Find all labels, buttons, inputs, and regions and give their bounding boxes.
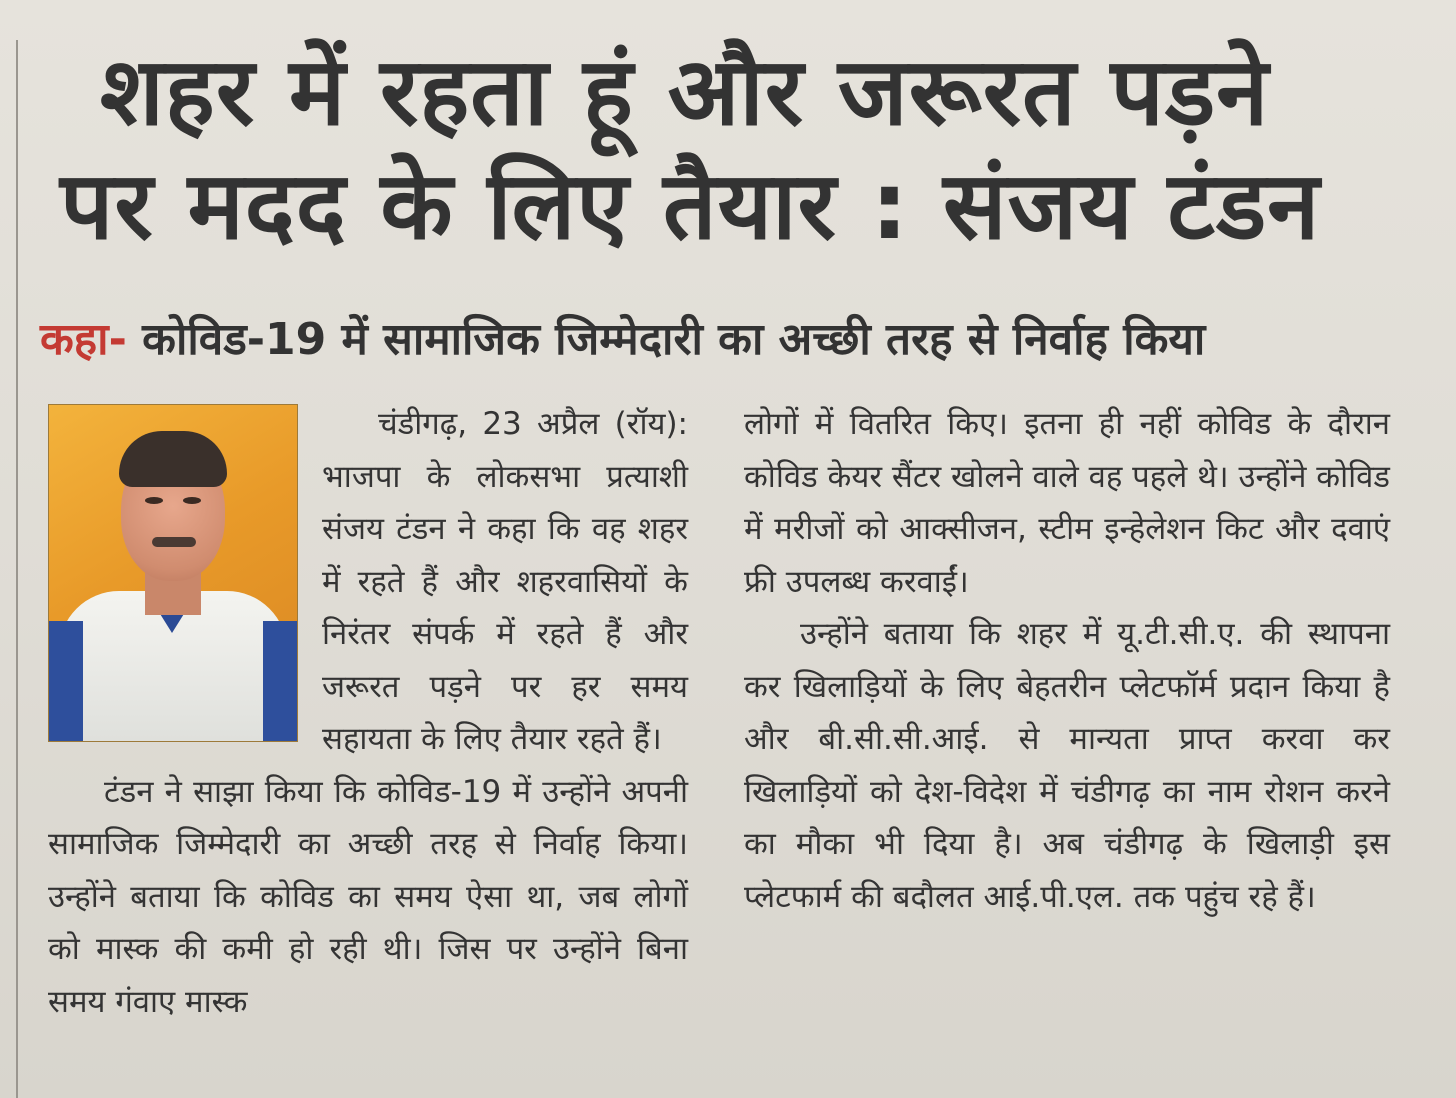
subhead-kicker: कहा bbox=[40, 314, 109, 365]
photo-shoulder-right bbox=[263, 621, 297, 741]
headline-line-2: पर मदद के लिए तैयार : संजय टंडन bbox=[60, 152, 1321, 261]
article-paragraph: चंडीगढ़, 23 अप्रैल (रॉय): भाजपा के लोकसभा प्रत्याशी संजय टंडन ने कहा कि वह शहर में रहते हैं और शहरवासियों के निरंतर संपर्क में रहते हैं और जरूरत पड़ने पर हर समय सहायता के लिए तैयार रहते हैं। bbox=[322, 406, 688, 757]
article-column-right bbox=[744, 398, 1390, 923]
subhead-text: कोविड-19 में सामाजिक जिम्मेदारी का अच्छी तरह से निर्वाह किया bbox=[126, 314, 1206, 365]
photo-eye-left bbox=[145, 497, 163, 504]
article-paragraph: उन्होंने बताया कि शहर में यू.टी.सी.ए. की स्थापना कर खिलाड़ियों के लिए बेहतरीन प्लेटफॉर्म प्रदान किया है और बी.सी.सी.आई. से मान्यता प्राप्त करवा कर खिलाड़ियों को देश-विदेश में चंडीगढ़ का नाम रोशन करने का मौका भी दिया है। अब चंडीगढ़ के खिलाड़ी इस प्लेटफार्म की बदौलत आई.पी.एल. तक पहुंच रहे हैं। bbox=[744, 616, 1390, 915]
subheadline bbox=[40, 310, 1420, 370]
photo-shoulder-left bbox=[49, 621, 83, 741]
headline-line-1: शहर में रहता हूं और जरूरत पड़ने bbox=[100, 38, 1270, 147]
article-column-left bbox=[48, 398, 688, 1028]
photo-eye-right bbox=[183, 497, 201, 504]
portrait-photo bbox=[48, 404, 298, 742]
article-paragraph: टंडन ने साझा किया कि कोविड-19 में उन्होंने अपनी सामाजिक जिम्मेदारी का अच्छी तरह से निर्वाह किया। उन्होंने बताया कि कोविड का समय ऐसा था, जब लोगों को मास्क की कमी हो रही थी। जिस पर उन्होंने बिना समय गंवाए मास्क bbox=[48, 773, 688, 1020]
column-rule bbox=[16, 40, 18, 1098]
subhead-dash: - bbox=[108, 314, 127, 365]
photo-hair bbox=[119, 431, 227, 487]
photo-mustache bbox=[152, 537, 196, 547]
headline bbox=[60, 36, 1400, 264]
article-paragraph: लोगों में वितरित किए। इतना ही नहीं कोविड के दौरान कोविड केयर सैंटर खोलने वाले वह पहले थे। उन्होंने कोविड में मरीजों को आक्सीजन, स्टीम इन्हेलेशन किट और दवाएं फ्री उपलब्ध करवाईं। bbox=[744, 406, 1390, 600]
